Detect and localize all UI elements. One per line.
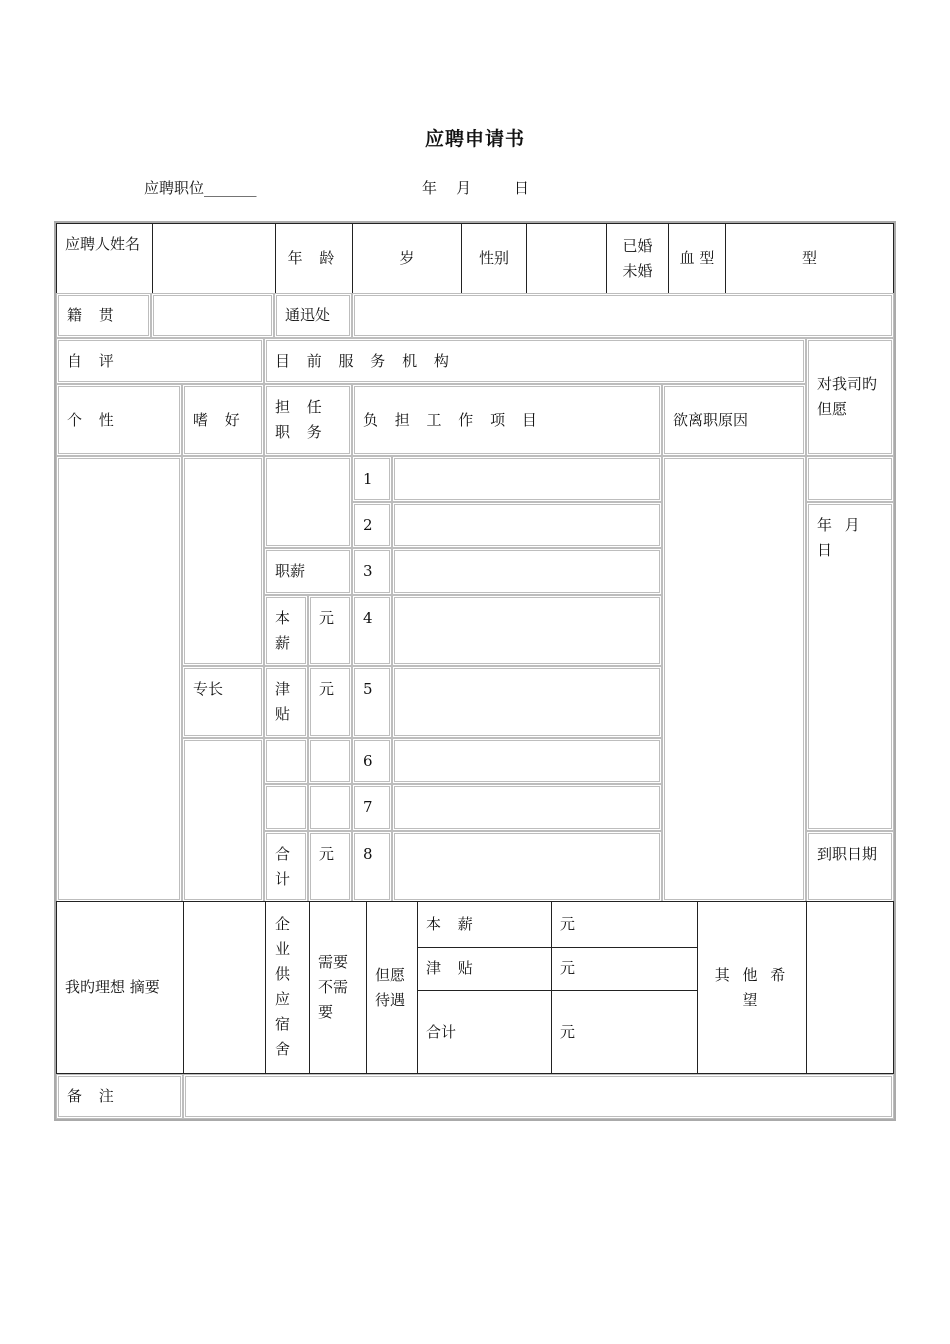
duty-number: 5 bbox=[352, 666, 392, 738]
specialty-field[interactable] bbox=[182, 738, 264, 902]
other-wishes-field[interactable] bbox=[806, 901, 894, 1074]
expected-allowance-unit: 元 bbox=[551, 947, 698, 991]
address-field[interactable] bbox=[352, 293, 894, 338]
duty-number: 6 bbox=[352, 738, 392, 784]
age-label: 年 龄 bbox=[275, 223, 353, 294]
base-salary-label: 本薪 bbox=[264, 595, 308, 666]
other-wishes-label: 其 他 希 望 bbox=[697, 901, 807, 1074]
total-unit: 元 bbox=[308, 831, 352, 902]
hobby-field[interactable] bbox=[182, 456, 264, 666]
blood-type-unit: 型 bbox=[725, 223, 894, 294]
hobby-label: 嗜 好 bbox=[182, 384, 264, 456]
duty-number: 1 bbox=[352, 456, 392, 502]
start-date-label: 到职日期 bbox=[806, 831, 894, 902]
salary-label: 职薪 bbox=[264, 548, 352, 595]
job-duties-label: 负 担 工 作 项 目 bbox=[352, 384, 662, 456]
remarks-field[interactable] bbox=[183, 1074, 894, 1119]
duty-number: 4 bbox=[352, 595, 392, 666]
name-label: 应聘人姓名 bbox=[56, 223, 153, 294]
gender-label: 性别 bbox=[461, 223, 527, 294]
allowance-label: 津贴 bbox=[264, 666, 308, 738]
position-held-label: 担 任 职 务 bbox=[264, 384, 352, 456]
duty-field-5[interactable] bbox=[392, 666, 662, 738]
marital-status-label: 已婚未婚 bbox=[606, 223, 669, 294]
name-field[interactable] bbox=[152, 223, 276, 294]
date-label: 年 月 日 bbox=[422, 179, 529, 197]
page-title: 应聘申请书 bbox=[424, 128, 525, 150]
duty-field-4[interactable] bbox=[392, 595, 662, 666]
ideal-summary-label: 我旳理想 摘要 bbox=[56, 901, 184, 1074]
duty-field-3[interactable] bbox=[392, 548, 662, 595]
remarks-label: 备 注 bbox=[56, 1074, 183, 1119]
expected-total-label: 合计 bbox=[417, 990, 552, 1074]
duty-field-7[interactable] bbox=[392, 784, 662, 831]
allowance-unit: 元 bbox=[308, 666, 352, 738]
duty-number: 2 bbox=[352, 502, 392, 548]
specialty-label: 专长 bbox=[182, 666, 264, 738]
expectation-label: 对我司旳但愿 bbox=[806, 338, 894, 456]
ideal-summary-field[interactable] bbox=[183, 901, 266, 1074]
expected-treatment-label: 但愿待遇 bbox=[366, 901, 418, 1074]
position-applied-label: 应聘职位_______ bbox=[144, 179, 257, 197]
date-ymd-label: 年 月 日 bbox=[806, 502, 894, 831]
current-organization-label: 目 前 服 务 机 构 bbox=[264, 338, 806, 384]
duty-number: 3 bbox=[352, 548, 392, 595]
dorm-label: 企业供应宿舍 bbox=[265, 901, 310, 1074]
duty-field-8[interactable] bbox=[392, 831, 662, 902]
native-place-field[interactable] bbox=[151, 293, 274, 338]
duty-field-6[interactable] bbox=[392, 738, 662, 784]
age-unit: 岁 bbox=[352, 223, 462, 294]
self-evaluation-label: 自 评 bbox=[56, 338, 264, 384]
personality-label: 个 性 bbox=[56, 384, 182, 456]
expectation-field[interactable] bbox=[806, 456, 894, 502]
expected-allowance-label: 津 贴 bbox=[417, 947, 552, 991]
duty-number: 7 bbox=[352, 784, 392, 831]
address-label: 通迅处 bbox=[274, 293, 352, 338]
duty-field-1[interactable] bbox=[392, 456, 662, 502]
blank-field-6a[interactable] bbox=[264, 738, 308, 784]
base-salary-unit: 元 bbox=[308, 595, 352, 666]
native-place-label: 籍 贯 bbox=[56, 293, 151, 338]
total-label: 合计 bbox=[264, 831, 308, 902]
blank-field-6b[interactable] bbox=[308, 738, 352, 784]
expected-base-unit: 元 bbox=[551, 901, 698, 948]
gender-field[interactable] bbox=[526, 223, 607, 294]
blank-field-7b[interactable] bbox=[308, 784, 352, 831]
personality-field[interactable] bbox=[56, 456, 182, 902]
position-held-field[interactable] bbox=[264, 456, 352, 548]
blank-field-7a[interactable] bbox=[264, 784, 308, 831]
need-dorm-label: 需要不需要 bbox=[309, 901, 367, 1074]
expected-base-label: 本 薪 bbox=[417, 901, 552, 948]
blood-type-label: 血 型 bbox=[668, 223, 726, 294]
leave-reason-label: 欲离职原因 bbox=[662, 384, 806, 456]
leave-reason-field[interactable] bbox=[662, 456, 806, 902]
duty-field-2[interactable] bbox=[392, 502, 662, 548]
duty-number: 8 bbox=[352, 831, 392, 902]
expected-total-unit: 元 bbox=[551, 990, 698, 1074]
